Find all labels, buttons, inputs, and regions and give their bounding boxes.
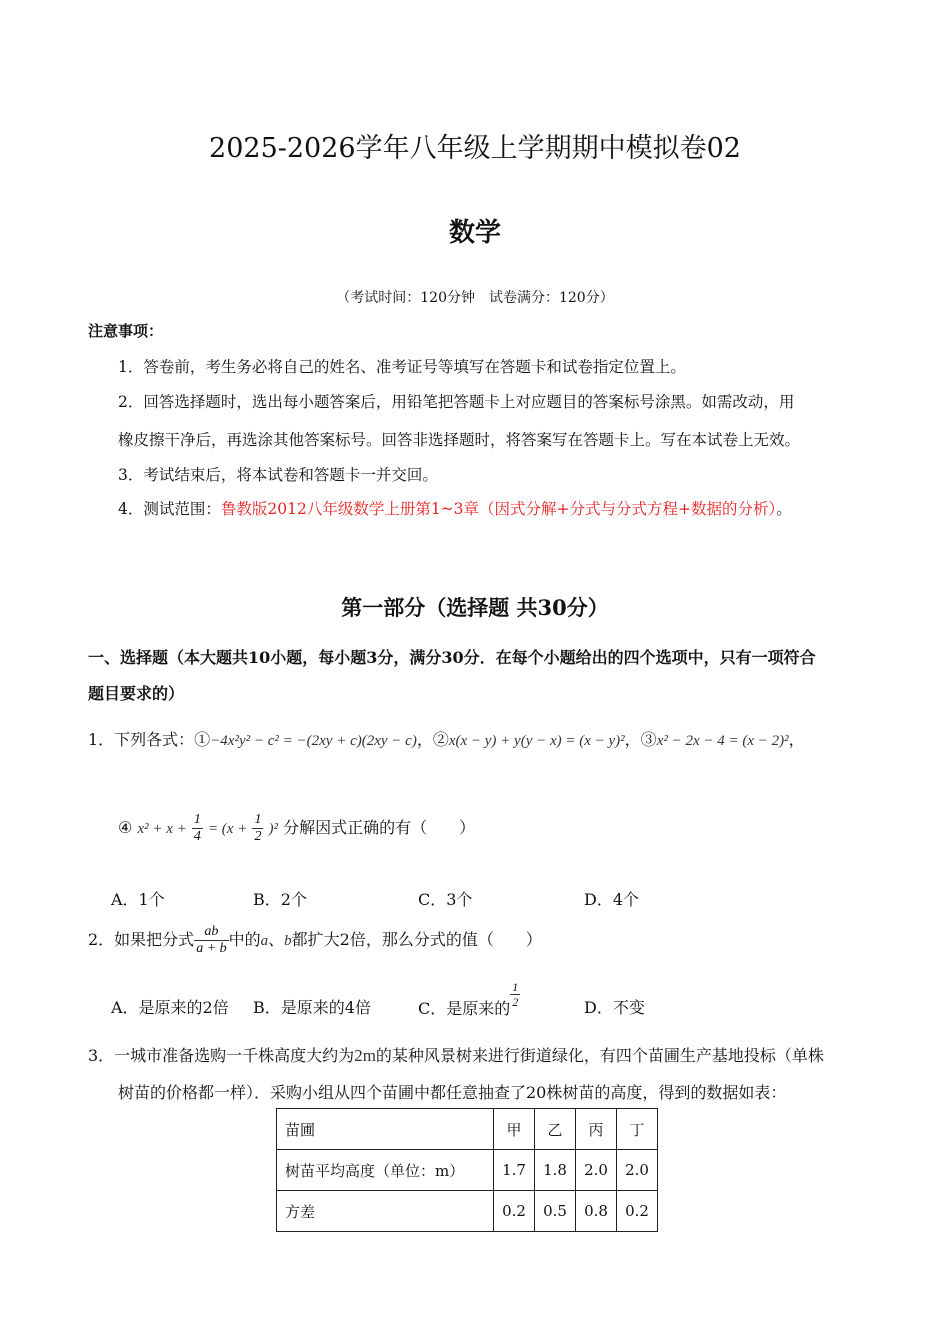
note-4-prefix: 4．测试范围： <box>118 500 221 518</box>
q2-tail: 都扩大2倍，那么分式的值（ ） <box>291 930 542 949</box>
q1-option-b[interactable]: B．2个 <box>253 890 307 909</box>
q2-option-b[interactable]: B．是原来的4倍 <box>253 998 371 1017</box>
q2-comma: 、 <box>268 930 285 949</box>
q2-prefix: 2．如果把分式 <box>88 930 195 949</box>
q2-c-frac-den: 2 <box>512 995 519 1009</box>
q2-c-frac-num: 1 <box>512 980 519 994</box>
q1-prefix: 1．下列各式：① <box>88 730 211 749</box>
table-header-cell: 苗圃 <box>277 1109 494 1150</box>
note-4-scope: 鲁教版2012八年级数学上册第1~3章（因式分解+分式与分式方程+数据的分析） <box>220 500 777 518</box>
table-cell: 0.5 <box>535 1191 576 1232</box>
note-4 <box>118 497 792 519</box>
table-cell: 树苗平均高度（单位：m） <box>277 1150 494 1191</box>
q1-fraction-half <box>252 812 263 845</box>
q3-line1-a: 3．一城市准备选购一千株高度大约为 <box>88 1046 355 1065</box>
question-1-line2 <box>118 812 475 845</box>
q1-frac1-num: 1 <box>193 812 201 827</box>
q2-frac-den: a + b <box>196 941 227 956</box>
table-cell: 2.0 <box>617 1150 658 1191</box>
notes-heading: 注意事项： <box>88 322 164 340</box>
q1-fraction-quarter <box>192 812 203 845</box>
q2-option-d[interactable]: D．不变 <box>584 998 645 1017</box>
q1-expr-1: −4x²y² − c² = −(2xy + c)(2xy − c) <box>210 733 417 749</box>
q2-option-a[interactable]: A．是原来的2倍 <box>111 998 229 1017</box>
table-header-cell: 甲 <box>494 1109 535 1150</box>
question-3-line1 <box>88 1043 824 1066</box>
table-cell: 0.2 <box>617 1191 658 1232</box>
q2-mid: 中的 <box>228 930 261 949</box>
q1-sep-1: ，② <box>416 730 449 749</box>
q2-fraction <box>194 924 228 957</box>
q2-var-a: a <box>260 933 269 949</box>
q2-option-c-text: C．是原来的 <box>418 999 511 1018</box>
section-one-line2: 题目要求的） <box>88 684 185 703</box>
q1-expr-2: x(x − y) + y(y − x) = (x − y)² <box>448 733 625 749</box>
table-header-cell: 丙 <box>576 1109 617 1150</box>
note-2b: 橡皮擦干净后，再选涂其他答案标号。回答非选择题时，将答案写在答题卡上。写在本试卷上无效。 <box>118 431 801 449</box>
q1-tail: 分解因式正确的有（ ） <box>283 818 476 837</box>
nursery-data-table <box>276 1108 658 1232</box>
note-4-suffix: 。 <box>776 500 792 518</box>
q1-option-d[interactable]: D．4个 <box>584 890 640 909</box>
table-header-cell: 乙 <box>535 1109 576 1150</box>
note-1: 1．答卷前，考生务必将自己的姓名、准考证号等填写在答题卡和试卷指定位置上。 <box>118 358 686 376</box>
q1-frac1-den: 4 <box>193 829 201 844</box>
page-title: 2025-2026学年八年级上学期期中模拟卷02 <box>209 133 741 164</box>
note-2a: 2．回答选择题时，选出每小题答案后，用铅笔把答题卡上对应题目的答案标号涂黑。如需改动，用 <box>118 393 795 411</box>
q1-expr-4-right: )² <box>268 821 279 837</box>
table-header-cell: 丁 <box>617 1109 658 1150</box>
table-header-row <box>277 1109 658 1150</box>
question-1-line1 <box>88 727 805 750</box>
table-cell: 0.2 <box>494 1191 535 1232</box>
q1-sep-3: ， <box>788 730 805 749</box>
q1-frac2-den: 2 <box>254 829 262 844</box>
q1-sep-2: ，③ <box>624 730 657 749</box>
q2-option-c-fraction <box>510 980 520 1009</box>
q3-height: 2m <box>354 1046 376 1065</box>
part-one-heading: 第一部分（选择题 共30分） <box>341 595 609 620</box>
section-one-line1: 一、选择题（本大题共10小题，每小题3分，满分30分．在每个小题给出的四个选项中，只有一项符合 <box>88 648 816 667</box>
q1-option-a[interactable]: A．1个 <box>111 890 165 909</box>
table-row <box>277 1191 658 1232</box>
q2-var-b: b <box>284 933 292 949</box>
question-3-line2: 树苗的价格都一样）．采购小组从四个苗圃中都任意抽查了20株树苗的高度，得到的数据如表： <box>118 1083 787 1102</box>
table-cell: 1.8 <box>535 1150 576 1191</box>
table-cell: 方差 <box>277 1191 494 1232</box>
q1-expr-3: x² − 2x − 4 = (x − 2)² <box>656 733 789 749</box>
q2-option-c[interactable] <box>418 980 520 1018</box>
question-2 <box>88 924 542 957</box>
note-3: 3．考试结束后，将本试卷和答题卡一并交回。 <box>118 466 438 484</box>
subject-heading: 数学 <box>448 218 501 248</box>
table-cell: 2.0 <box>576 1150 617 1191</box>
q1-item-4-marker: ④ <box>118 818 133 837</box>
q2-frac-num: ab <box>194 924 228 941</box>
table-cell: 1.7 <box>494 1150 535 1191</box>
exam-meta: （考试时间：120分钟 试卷满分：120分） <box>336 290 614 306</box>
q3-line1-b: 的某种风景树来进行街道绿化，有四个苗圃生产基地投标（单株 <box>375 1046 824 1065</box>
q1-expr-4-mid: = (x + <box>207 821 248 837</box>
q1-option-c[interactable]: C．3个 <box>418 890 473 909</box>
table-cell: 0.8 <box>576 1191 617 1232</box>
table-row <box>277 1150 658 1191</box>
q1-frac2-num: 1 <box>254 812 262 827</box>
q1-expr-4-left: x² + x + <box>137 821 187 837</box>
